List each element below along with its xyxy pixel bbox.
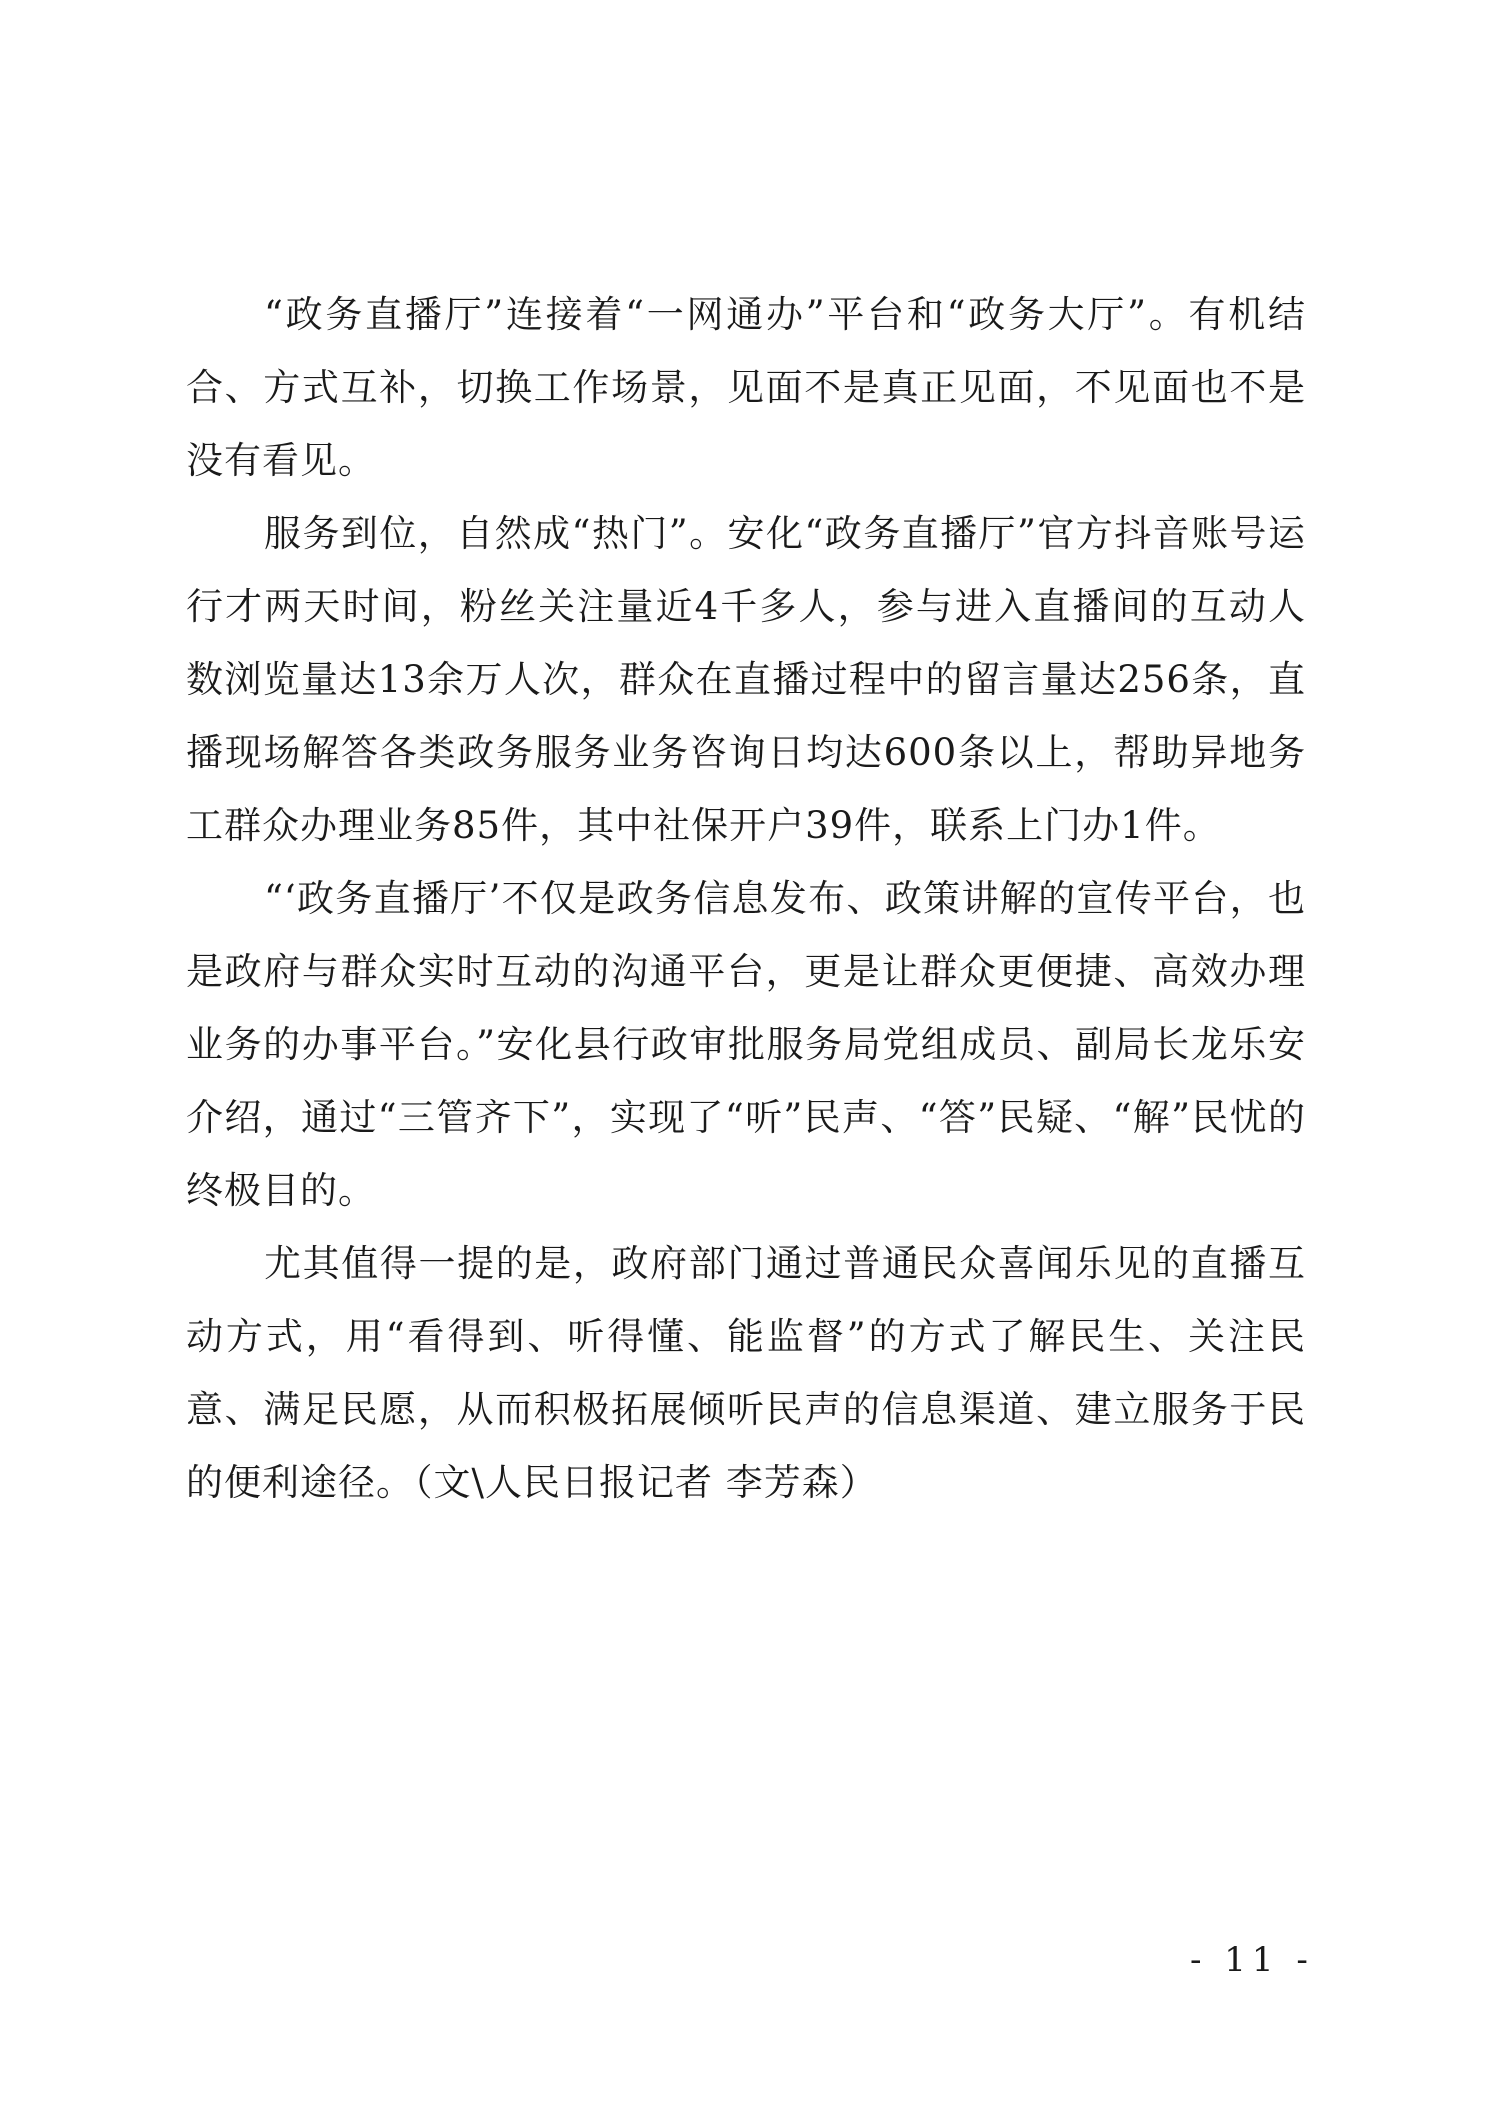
- paragraph-3: “‘政务直播厅’不仅是政务信息发布、政策讲解的宣传平台，也是政府与群众实时互动的沟通平台，更是让群众更便捷、高效办理业务的办事平台。”安化县行政审批服务局党组成员、副局长龙乐安介绍，通过“三管齐下”，实现了“听”民声、“答”民疑、“解”民忧的终极目的。: [186, 877, 1306, 1212]
- paragraph-1: “政务直播厅”连接着“一网通办”平台和“政务大厅”。有机结合、方式互补，切换工作场景，见面不是真正见面，不见面也不是没有看见。: [186, 293, 1306, 482]
- paragraph-4: 尤其值得一提的是，政府部门通过普通民众喜闻乐见的直播互动方式，用“看得到、听得懂、能监督”的方式了解民生、关注民意、满足民愿，从而积极拓展倾听民声的信息渠道、建立服务于民的便利途径。（文\人民日报记者 李芳森）: [186, 1242, 1306, 1504]
- page-number: - 11 -: [1190, 1940, 1314, 1980]
- article-body: [186, 278, 1306, 1519]
- paragraph-2: 服务到位，自然成“热门”。安化“政务直播厅”官方抖音账号运行才两天时间，粉丝关注量近4千多人，参与进入直播间的互动人数浏览量达13余万人次，群众在直播过程中的留言量达256条，直播现场解答各类政务服务业务咨询日均达600条以上，帮助异地务工群众办理业务85件，其中社保开户39件，联系上门办1件。: [186, 512, 1306, 847]
